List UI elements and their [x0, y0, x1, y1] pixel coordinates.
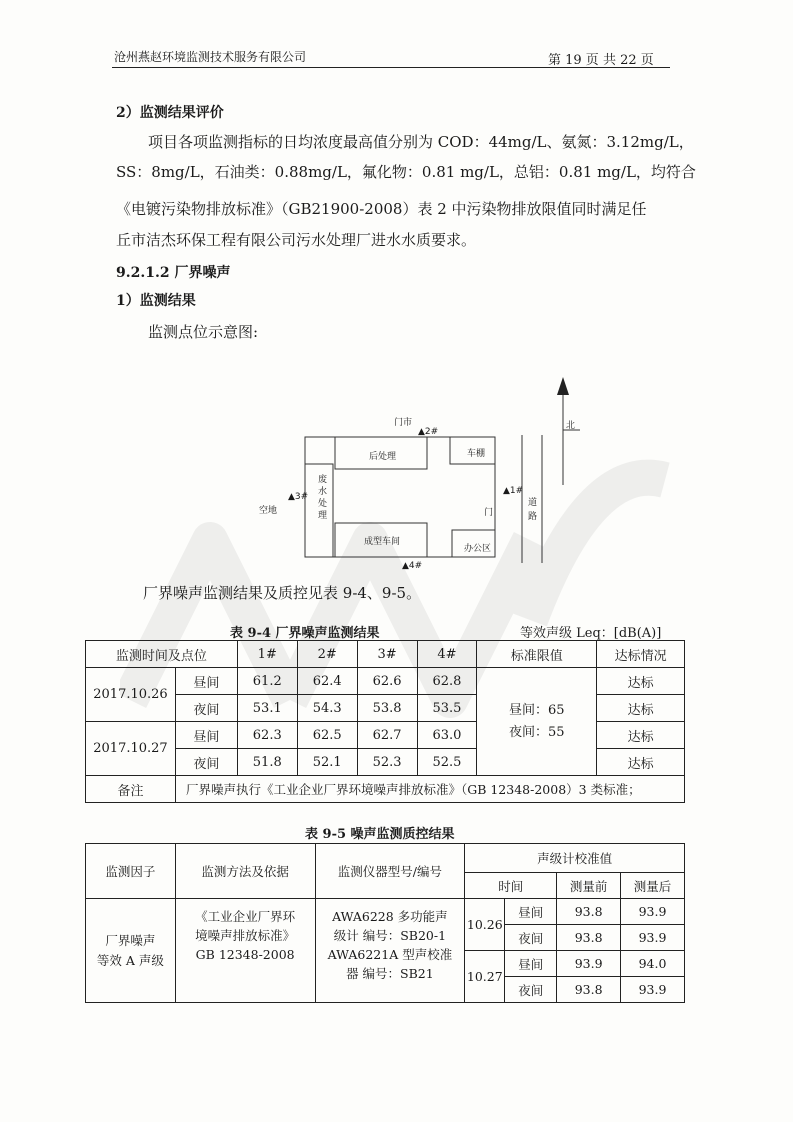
table-reference-text: 厂界噪声监测结果及质控见表 9-4、9-5。: [143, 584, 422, 602]
cell-value: 63.0: [417, 722, 477, 749]
cell-value: 52.3: [357, 749, 417, 776]
table-row: [86, 668, 685, 695]
cell-before: 93.9: [557, 951, 621, 977]
factor-line: 厂界噪声: [105, 932, 156, 948]
table-9-5-title: 表 9-5 噪声监测质控结果: [305, 827, 455, 842]
cell-method: [175, 899, 315, 1003]
section-heading-noise: 9.2.1.2 厂界噪声: [116, 265, 231, 281]
header-before: 测量前: [557, 873, 621, 899]
cell-before: 93.8: [557, 899, 621, 925]
label-forming-workshop: 成型车间: [364, 537, 401, 547]
paragraph-line-2: SS：8mg/L，石油类：0.88mg/L，氟化物：0.81 mg/L，总铝：0.81 mg/L，均符合: [116, 163, 696, 181]
header-p3: 3#: [357, 641, 417, 668]
instrument-line: AWA6221A 型声校准: [327, 947, 453, 962]
header-rule: [112, 67, 670, 68]
header-calibration: 声级计校准值: [465, 844, 685, 873]
header-p1: 1#: [237, 641, 297, 668]
cell-period: 夜间: [175, 695, 237, 722]
cell-after: 93.9: [621, 899, 685, 925]
cell-value: 51.8: [237, 749, 297, 776]
header-company: 沧州燕赵环境监测技术服务有限公司: [114, 50, 307, 64]
cell-period: 昼间: [175, 722, 237, 749]
cell-value: 54.3: [297, 695, 357, 722]
table-row: [86, 899, 685, 925]
header-p4: 4#: [417, 641, 477, 668]
label-after-treatment: 后处理: [369, 452, 397, 462]
method-line: 境噪声排放标准》: [195, 928, 296, 943]
label-door: 门: [484, 508, 494, 518]
cell-value: 62.3: [237, 722, 297, 749]
cell-before: 93.8: [557, 977, 621, 1003]
table-9-4-unit: 等效声级 Leq：[dB(A)]: [520, 626, 662, 641]
cell-status: 达标: [597, 668, 685, 695]
instrument-line: 器 编号：SB21: [346, 966, 434, 981]
instrument-line: AWA6228 多功能声: [332, 909, 448, 924]
label-gate-market: 门市: [394, 418, 413, 428]
label-waste-water: 废 水 处 理: [318, 475, 328, 521]
header-page-info: 第 19 页 共 22 页: [548, 53, 654, 68]
method-line: 《工业企业厂界环: [195, 909, 296, 924]
label-point-4: ▲4#: [402, 561, 423, 571]
label-point-3: ▲3#: [288, 492, 309, 502]
cell-factor: [86, 899, 176, 1003]
cell-date: 2017.10.27: [86, 722, 176, 776]
cell-value: 62.5: [297, 722, 357, 749]
cell-status: 达标: [597, 722, 685, 749]
remark-label: 备注: [86, 776, 176, 803]
cell-value: 62.6: [357, 668, 417, 695]
limit-night: 夜间：55: [509, 724, 565, 740]
table-9-5: [85, 843, 685, 1003]
cell-limits: [477, 668, 597, 776]
header-instrument: 监测仪器型号/编号: [315, 844, 465, 899]
table-9-4: [85, 640, 685, 803]
cell-status: 达标: [597, 695, 685, 722]
cell-status: 达标: [597, 749, 685, 776]
instrument-line: 级计 编号：SB20-1: [333, 928, 447, 943]
site-diagram: [250, 375, 590, 575]
cell-after: 93.9: [621, 925, 685, 951]
cell-date: 10.27: [465, 951, 505, 1003]
header-after: 测量后: [621, 873, 685, 899]
label-office: 办公区: [464, 544, 492, 554]
limit-day: 昼间：65: [509, 702, 565, 718]
label-point-2: ▲2#: [418, 427, 439, 437]
header-method: 监测方法及依据: [175, 844, 315, 899]
label-north: 北: [566, 421, 576, 431]
cell-period: 昼间: [175, 668, 237, 695]
cell-date: 10.26: [465, 899, 505, 951]
table-header-row: [86, 641, 685, 668]
cell-value: 61.2: [237, 668, 297, 695]
cell-period: 昼间: [505, 899, 557, 925]
diagram-caption: 监测点位示意图:: [148, 323, 259, 341]
header-limit: 标准限值: [477, 641, 597, 668]
header-time-point: 监测时间及点位: [86, 641, 238, 668]
cell-after: 94.0: [621, 951, 685, 977]
cell-period: 夜间: [505, 977, 557, 1003]
cell-period: 昼间: [505, 951, 557, 977]
paragraph-line-3: 《电镀污染物排放标准》（GB21900-2008）表 2 中污染物排放限值同时满足任: [116, 200, 647, 218]
header-factor: 监测因子: [86, 844, 176, 899]
cell-value: 62.4: [297, 668, 357, 695]
cell-period: 夜间: [505, 925, 557, 951]
cell-date: 2017.10.26: [86, 668, 176, 722]
cell-value: 62.8: [417, 668, 477, 695]
label-carport: 车棚: [467, 449, 486, 459]
paragraph-line-4: 丘市洁杰环保工程有限公司污水处理厂进水水质要求。: [116, 231, 477, 249]
table-9-4-title: 表 9-4 厂界噪声监测结果: [230, 626, 380, 641]
header-p2: 2#: [297, 641, 357, 668]
table-header-row: [86, 844, 685, 873]
cell-value: 53.5: [417, 695, 477, 722]
cell-value: 53.8: [357, 695, 417, 722]
method-line: GB 12348-2008: [195, 947, 295, 962]
cell-value: 53.1: [237, 695, 297, 722]
cell-value: 52.1: [297, 749, 357, 776]
header-time: 时间: [465, 873, 557, 899]
cell-after: 93.9: [621, 977, 685, 1003]
cell-before: 93.8: [557, 925, 621, 951]
section-heading-evaluation: 2）监测结果评价: [116, 105, 224, 121]
paragraph-line-1: 项目各项监测指标的日均浓度最高值分别为 COD：44mg/L、氨氮：3.12mg/L，: [148, 133, 694, 151]
cell-value: 62.7: [357, 722, 417, 749]
cell-period: 夜间: [175, 749, 237, 776]
cell-value: 52.5: [417, 749, 477, 776]
cell-instrument: [315, 899, 465, 1003]
sub-heading-results: 1）监测结果: [116, 293, 196, 309]
factor-line: 等效 A 声级: [96, 952, 164, 968]
remark-text: 厂界噪声执行《工业企业厂界环境噪声排放标准》（GB 12348-2008）3 类标准；: [175, 776, 684, 803]
table-remark-row: [86, 776, 685, 803]
header-status: 达标情况: [597, 641, 685, 668]
label-point-1: ▲1#: [503, 486, 524, 496]
label-vacant-land: 空地: [259, 506, 278, 516]
label-road: 道 路: [528, 498, 538, 522]
